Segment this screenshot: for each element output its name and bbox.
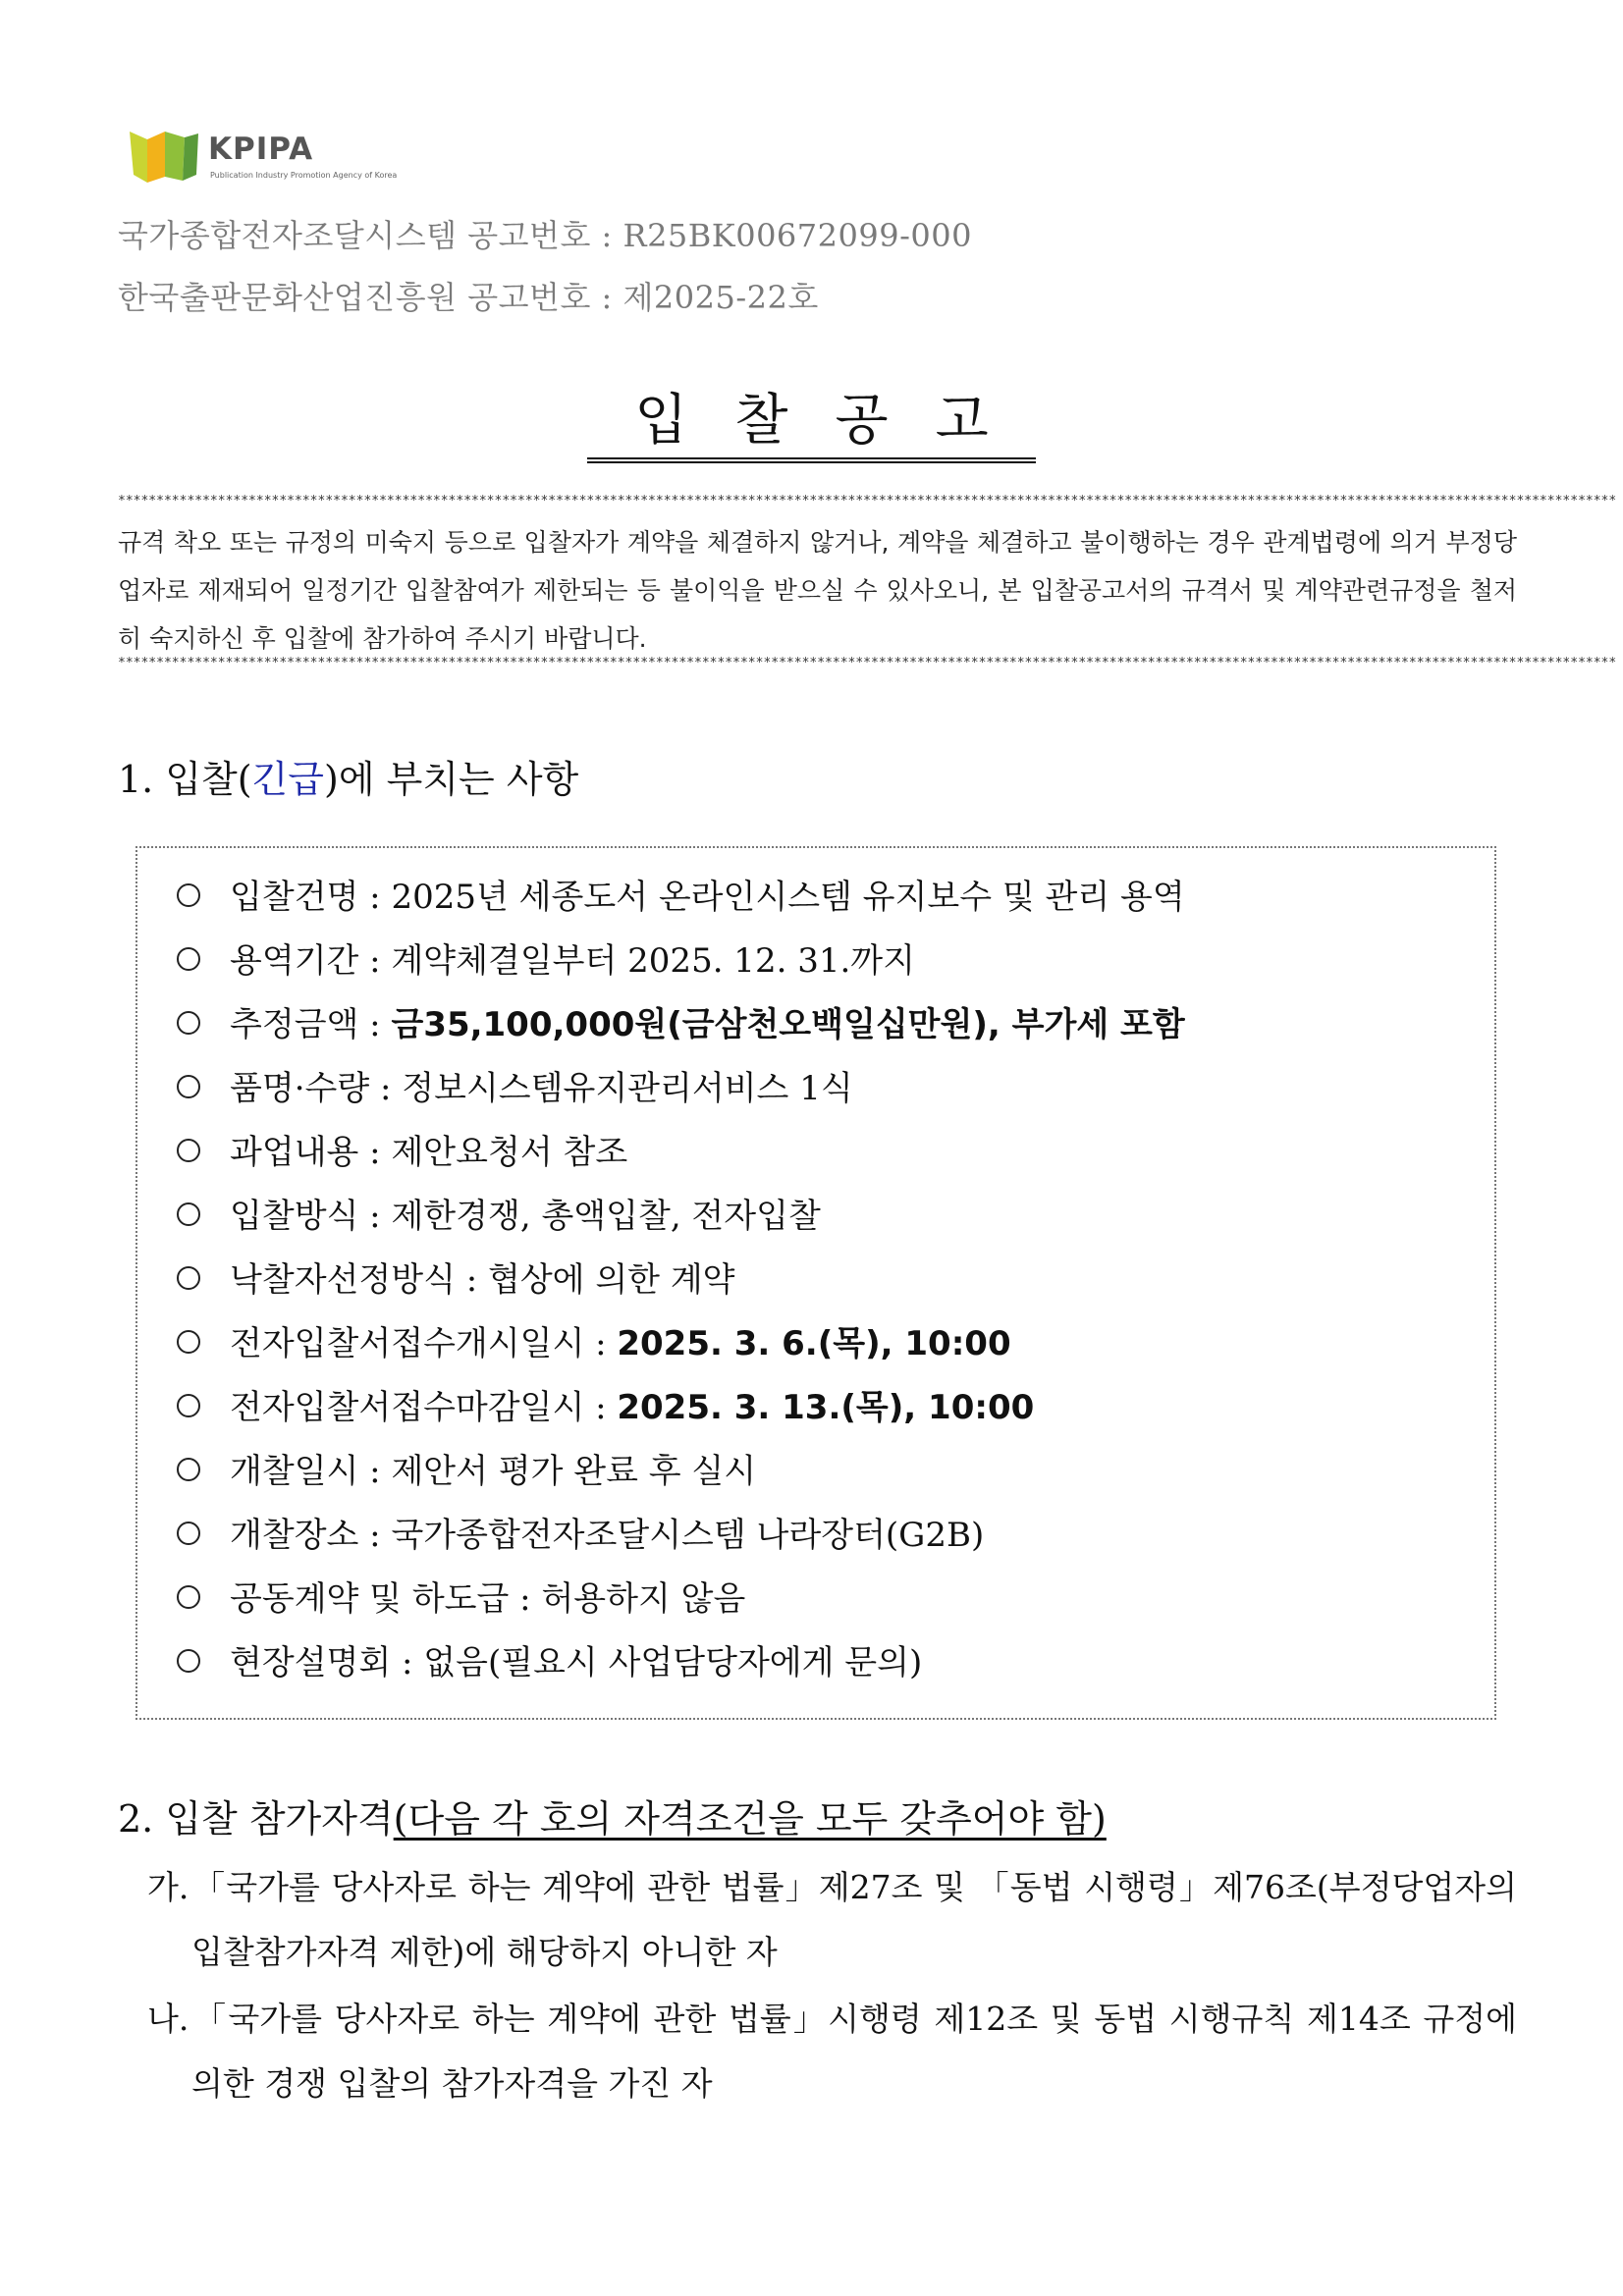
item-label: 개찰장소 : [230, 1516, 392, 1555]
item-label: 용역기간 : [230, 941, 392, 981]
item-label: 입찰방식 : [230, 1197, 392, 1236]
list-item [177, 1572, 745, 1620]
urgent-label: 긴급 [251, 758, 324, 801]
clause-item [147, 1855, 1517, 1985]
item-label: 품명·수량 : [230, 1069, 403, 1108]
item-label: 전자입찰서접수마감일시 : [230, 1388, 618, 1427]
circle-bullet-icon [177, 947, 200, 971]
agency-notice-number: 한국출판문화산업진흥원 공고번호 : 제2025-22호 [118, 279, 819, 316]
circle-bullet-icon [177, 1011, 200, 1035]
book-logo-icon [126, 126, 202, 187]
section-2-condition: (다음 각 호의 자격조건을 모두 갖추어야 함) [393, 1797, 1107, 1841]
circle-bullet-icon [177, 1585, 200, 1609]
list-item [177, 1061, 853, 1109]
circle-bullet-icon [177, 1266, 200, 1290]
item-value: 허용하지 않음 [541, 1579, 746, 1619]
section-1-heading [118, 749, 578, 803]
list-item [177, 1635, 922, 1683]
item-value: 제안서 평가 완료 후 실시 [391, 1452, 757, 1491]
item-value: 제한경쟁, 총액입찰, 전자입찰 [391, 1197, 821, 1236]
list-item [177, 1508, 984, 1556]
circle-bullet-icon [177, 1075, 200, 1098]
submission-deadline-value: 2025. 3. 13.(목), 10:00 [617, 1388, 1035, 1427]
section-2-heading [118, 1789, 1107, 1842]
circle-bullet-icon [177, 883, 200, 907]
list-item [177, 1444, 756, 1492]
circle-bullet-icon [177, 1330, 200, 1354]
item-label: 개찰일시 : [230, 1452, 392, 1491]
list-item [177, 1316, 1011, 1364]
clause-label: 나. [147, 2000, 189, 2038]
item-value: 국가종합전자조달시스템 나라장터(G2B) [391, 1516, 985, 1555]
item-label: 과업내용 : [230, 1133, 392, 1172]
clause-text: 「국가를 당사자로 하는 계약에 관한 법률」제27조 및 「동법 시행령」제76조(부정당업자의 입찰참가자격 제한)에 해당하지 아니한 자 [191, 1868, 1517, 1971]
item-value: 협상에 의한 계약 [487, 1260, 735, 1300]
item-label: 현장설명회 : [230, 1643, 424, 1682]
item-value: 정보시스템유지관리서비스 1식 [402, 1069, 853, 1108]
star-divider-top: *************************************************************************************************************************************************************************************************** [118, 494, 1617, 508]
clause-text: 「국가를 당사자로 하는 계약에 관한 법률」시행령 제12조 및 동법 시행규칙 제14조 규정에 의한 경쟁 입찰의 참가자격을 가진 자 [191, 2000, 1517, 2103]
item-value: 없음(필요시 사업담당자에게 문의) [423, 1643, 923, 1682]
circle-bullet-icon [177, 1202, 200, 1226]
item-label: 추정금액 : [230, 1005, 392, 1044]
clause-item [147, 1987, 1517, 2116]
page-title: 입찰공고 [587, 388, 1035, 463]
logo-subtitle: Publication Industry Promotion Agency of Korea [210, 171, 398, 180]
circle-bullet-icon [177, 1394, 200, 1417]
item-value: 2025년 세종도서 온라인시스템 유지보수 및 관리 용역 [391, 878, 1185, 917]
logo-text: KPIPA [208, 132, 314, 167]
kpipa-logo [126, 126, 440, 187]
section-2-prefix: 2. 입찰 참가자격 [118, 1797, 394, 1841]
list-item [177, 1253, 735, 1301]
list-item [177, 934, 915, 982]
list-item [177, 1189, 821, 1237]
section-1-prefix: 1. 입찰( [118, 758, 252, 801]
item-label: 입찰건명 : [230, 878, 392, 917]
estimated-amount-value: 금35,100,000원(금삼천오백일십만원), 부가세 포함 [391, 1005, 1185, 1044]
item-label: 전자입찰서접수개시일시 : [230, 1324, 618, 1363]
item-value: 계약체결일부터 2025. 12. 31.까지 [391, 941, 915, 981]
list-item [177, 1380, 1034, 1428]
circle-bullet-icon [177, 1458, 200, 1481]
page-title-wrap [0, 388, 1623, 463]
bid-details-box [135, 846, 1496, 1720]
item-label: 낙찰자선정방식 : [230, 1260, 488, 1300]
submission-start-value: 2025. 3. 6.(목), 10:00 [617, 1324, 1011, 1363]
clause-label: 가. [147, 1868, 189, 1906]
list-item [177, 870, 1185, 918]
g2b-notice-number: 국가종합전자조달시스템 공고번호 : R25BK00672099-000 [118, 217, 972, 254]
list-item [177, 997, 1185, 1045]
item-label: 공동계약 및 하도급 : [230, 1579, 542, 1619]
caution-notice: 규격 착오 또는 규정의 미숙지 등으로 입찰자가 계약을 체결하지 않거나, 계약을 체결하고 불이행하는 경우 관계법령에 의거 부정당업자로 제재되어 일정기간 입찰참여가 제한되는 등 불이익을 받으실 수 있사오니, 본 입찰공고서의 규격서 및 계약관련규정을 철저히 숙지하신 후 입찰에 참가하여 주시기 바랍니다. [118, 528, 1517, 653]
circle-bullet-icon [177, 1139, 200, 1162]
circle-bullet-icon [177, 1522, 200, 1545]
star-divider-bottom: *************************************************************************************************************************************************************************************************** [118, 656, 1617, 670]
section-1-suffix: )에 부치는 사항 [324, 758, 579, 801]
list-item [177, 1125, 627, 1173]
circle-bullet-icon [177, 1649, 200, 1673]
item-value: 제안요청서 참조 [391, 1133, 628, 1172]
